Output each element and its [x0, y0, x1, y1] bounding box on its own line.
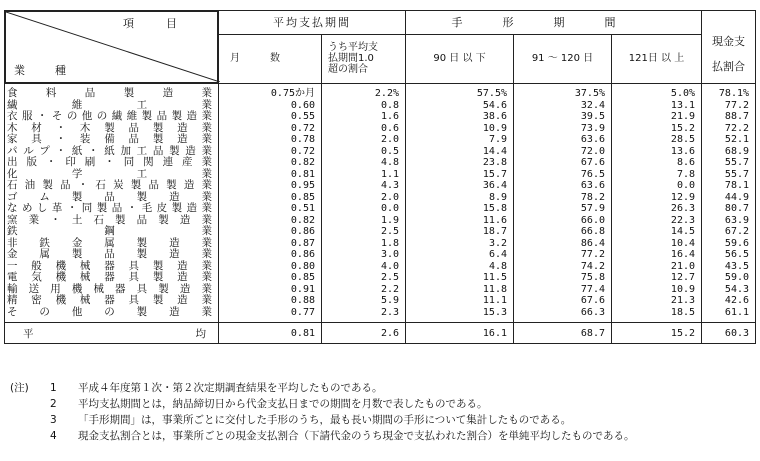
- table-row: [5, 203, 756, 215]
- avg-d90: 16.1: [406, 323, 514, 344]
- header-cash-1: 現金支: [712, 34, 746, 48]
- note-text: 「手形期間」は，事業所ごとに交付した手形のうち，最も長い期間の手形について集計したものである。: [78, 414, 572, 426]
- header-d91-120: 91 ～ 120 日: [514, 34, 612, 83]
- cell-months: 0.87: [219, 238, 322, 250]
- header-cash-2: 払割合: [712, 59, 746, 73]
- average-label: 平均: [5, 323, 219, 344]
- cell-d121: 28.5: [612, 134, 702, 146]
- table-row: [5, 295, 756, 307]
- cell-over: 0.6: [322, 123, 406, 135]
- header-tegata: 手形期間: [406, 11, 702, 35]
- table-row: [5, 134, 756, 146]
- industry-name: 化学工業: [5, 169, 219, 181]
- note-number: 1: [50, 382, 57, 394]
- cell-months: 0.85: [219, 192, 322, 204]
- cell-over: 2.0: [322, 134, 406, 146]
- cell-d121: 10.9: [612, 284, 702, 296]
- cell-d121: 26.3: [612, 203, 702, 215]
- header-industry: 業種: [14, 64, 96, 77]
- industry-name: 精密機械器具製造業: [5, 295, 219, 307]
- cell-cash: 59.0: [702, 272, 756, 284]
- cell-cash: 63.9: [702, 215, 756, 227]
- cell-d90: 11.5: [406, 272, 514, 284]
- cell-cash: 54.3: [702, 284, 756, 296]
- table-row: [5, 226, 756, 238]
- cell-d121: 12.9: [612, 192, 702, 204]
- cell-d121: 21.3: [612, 295, 702, 307]
- cell-cash: 68.9: [702, 146, 756, 158]
- avg-cash: 60.3: [702, 323, 756, 344]
- cell-over: 0.8: [322, 100, 406, 112]
- cell-cash: 52.1: [702, 134, 756, 146]
- cell-cash: 78.1%: [702, 88, 756, 100]
- cell-d91: 32.4: [514, 100, 612, 112]
- cell-d91: 86.4: [514, 238, 612, 250]
- cell-d90: 23.8: [406, 157, 514, 169]
- cell-d121: 7.8: [612, 169, 702, 181]
- header-avg-period: 平均支払期間: [219, 11, 406, 35]
- cell-months: 0.55: [219, 111, 322, 123]
- table-row: [5, 272, 756, 284]
- cell-over: 2.5: [322, 272, 406, 284]
- cell-cash: 61.1: [702, 307, 756, 319]
- cell-over: 2.3: [322, 307, 406, 319]
- cell-d91: 67.6: [514, 295, 612, 307]
- cell-d91: 67.6: [514, 157, 612, 169]
- cell-d91: 75.8: [514, 272, 612, 284]
- cell-d121: 22.3: [612, 215, 702, 227]
- cell-months: 0.81: [219, 169, 322, 181]
- cell-d91: 74.2: [514, 261, 612, 273]
- cell-d121: 21.0: [612, 261, 702, 273]
- cell-cash: 88.7: [702, 111, 756, 123]
- cell-months: 0.82: [219, 157, 322, 169]
- industry-name: 輸送用機械器具製造業: [5, 284, 219, 296]
- cell-d121: 10.4: [612, 238, 702, 250]
- industry-name: 家具・装備品製造業: [5, 134, 219, 146]
- note-text: 平成４年度第１次・第２次定期調査結果を平均したものである。: [78, 382, 383, 394]
- cell-months: 0.86: [219, 226, 322, 238]
- header-item: 項目: [123, 17, 209, 30]
- cell-d121: 16.4: [612, 249, 702, 261]
- cell-d90: 15.7: [406, 169, 514, 181]
- cell-d90: 38.6: [406, 111, 514, 123]
- cell-months: 0.86: [219, 249, 322, 261]
- header-over10-1: うち平均支: [328, 42, 378, 54]
- cell-d91: 77.2: [514, 249, 612, 261]
- avg-over: 2.6: [322, 323, 406, 344]
- cell-months: 0.60: [219, 100, 322, 112]
- cell-months: 0.51: [219, 203, 322, 215]
- cell-months: 0.82: [219, 215, 322, 227]
- cell-months: 0.72: [219, 146, 322, 158]
- table-row: [5, 307, 756, 319]
- notes-tag: (注): [10, 382, 29, 394]
- cell-cash: 78.1: [702, 180, 756, 192]
- cell-cash: 59.6: [702, 238, 756, 250]
- cell-d91: 72.0: [514, 146, 612, 158]
- cell-over: 0.5: [322, 146, 406, 158]
- cell-d90: 11.6: [406, 215, 514, 227]
- cell-cash: 55.7: [702, 157, 756, 169]
- cell-over: 0.0: [322, 203, 406, 215]
- notes: [10, 380, 635, 444]
- cell-d121: 8.6: [612, 157, 702, 169]
- cell-over: 2.5: [322, 226, 406, 238]
- industry-name: 窯業・土石製品製造業: [5, 215, 219, 227]
- cell-d90: 7.9: [406, 134, 514, 146]
- cell-over: 1.8: [322, 238, 406, 250]
- cell-d121: 13.1: [612, 100, 702, 112]
- industry-name: 鉄鋼業: [5, 226, 219, 238]
- industry-name: 一般機械器具製造業: [5, 261, 219, 273]
- cell-over: 3.0: [322, 249, 406, 261]
- industry-name: 衣服・その他の繊維製品製造業: [5, 111, 219, 123]
- cell-d90: 57.5%: [406, 88, 514, 100]
- cell-d121: 0.0: [612, 180, 702, 192]
- cell-months: 0.95: [219, 180, 322, 192]
- industry-name: 木材・木製品製造業: [5, 123, 219, 135]
- cell-d90: 4.8: [406, 261, 514, 273]
- cell-months: 0.85: [219, 272, 322, 284]
- industry-name: 非鉄金属製造業: [5, 238, 219, 250]
- cell-d90: 36.4: [406, 180, 514, 192]
- cell-over: 2.2: [322, 284, 406, 296]
- cell-d90: 54.6: [406, 100, 514, 112]
- cell-d91: 73.9: [514, 123, 612, 135]
- industry-name: 金属製品製造業: [5, 249, 219, 261]
- avg-months: 0.81: [219, 323, 322, 344]
- cell-d91: 66.3: [514, 307, 612, 319]
- cell-d91: 63.6: [514, 134, 612, 146]
- cell-d91: 39.5: [514, 111, 612, 123]
- cell-d91: 63.6: [514, 180, 612, 192]
- industry-name: 出版・印刷・同関連産業: [5, 157, 219, 169]
- cell-d90: 11.1: [406, 295, 514, 307]
- note-text: 平均支払期間とは，納品締切日から代金支払日までの期間を月数で表したものである。: [78, 398, 488, 410]
- cell-over: 1.9: [322, 215, 406, 227]
- cell-d91: 57.9: [514, 203, 612, 215]
- cell-d121: 21.9: [612, 111, 702, 123]
- header-d90: 90 日 以 下: [406, 34, 514, 83]
- note-number: 4: [50, 430, 57, 442]
- cell-months: 0.91: [219, 284, 322, 296]
- table-row: [5, 157, 756, 169]
- cell-over: 5.9: [322, 295, 406, 307]
- header-over10-3: 超の割合: [328, 64, 368, 76]
- cell-over: 4.8: [322, 157, 406, 169]
- cell-over: 4.3: [322, 180, 406, 192]
- cell-d121: 5.0%: [612, 88, 702, 100]
- table-row: [5, 180, 756, 192]
- cell-over: 2.2%: [322, 88, 406, 100]
- cell-d121: 15.2: [612, 123, 702, 135]
- note-text: 現金支払割合とは，事業所ごとの現金支払割合（下請代金のうち現金で支払われた割合）を単純平均したものである。: [78, 430, 635, 442]
- cell-months: 0.88: [219, 295, 322, 307]
- cell-cash: 56.5: [702, 249, 756, 261]
- cell-d90: 14.4: [406, 146, 514, 158]
- table-row: [5, 88, 756, 100]
- cell-d91: 66.0: [514, 215, 612, 227]
- cell-cash: 43.5: [702, 261, 756, 273]
- cell-d91: 66.8: [514, 226, 612, 238]
- cell-d91: 37.5%: [514, 88, 612, 100]
- avg-d121: 15.2: [612, 323, 702, 344]
- industry-name: ゴム製品製造業: [5, 192, 219, 204]
- industry-name: パルプ・紙・紙加工品製造業: [5, 146, 219, 158]
- cell-cash: 77.2: [702, 100, 756, 112]
- cell-d121: 12.7: [612, 272, 702, 284]
- cell-d90: 8.9: [406, 192, 514, 204]
- cell-cash: 42.6: [702, 295, 756, 307]
- cell-over: 2.0: [322, 192, 406, 204]
- cell-d90: 11.8: [406, 284, 514, 296]
- cell-d90: 3.2: [406, 238, 514, 250]
- average-row: [5, 323, 756, 344]
- cell-over: 1.1: [322, 169, 406, 181]
- cell-d90: 15.3: [406, 307, 514, 319]
- cell-d91: 77.4: [514, 284, 612, 296]
- note-number: 2: [50, 398, 57, 410]
- cell-d90: 6.4: [406, 249, 514, 261]
- header-d121: 121日 以 上: [612, 34, 702, 83]
- note-number: 3: [50, 414, 57, 426]
- table-body: [5, 84, 756, 323]
- industry-name: 繊維工業: [5, 100, 219, 112]
- cell-months: 0.78: [219, 134, 322, 146]
- industry-name: 石油製品・石炭製品製造業: [5, 180, 219, 192]
- cell-cash: 80.7: [702, 203, 756, 215]
- cell-d121: 13.6: [612, 146, 702, 158]
- cell-d121: 14.5: [612, 226, 702, 238]
- industry-name: 電気機械器具製造業: [5, 272, 219, 284]
- cell-d91: 78.2: [514, 192, 612, 204]
- cell-d90: 10.9: [406, 123, 514, 135]
- cell-over: 1.6: [322, 111, 406, 123]
- industry-name: なめし革・同製品・毛皮製造業: [5, 203, 219, 215]
- cell-over: 4.0: [322, 261, 406, 273]
- cell-d90: 18.7: [406, 226, 514, 238]
- header-months: 月数: [230, 53, 310, 65]
- cell-months: 0.80: [219, 261, 322, 273]
- cell-d91: 76.5: [514, 169, 612, 181]
- header-diagonal-cell: [5, 11, 218, 83]
- industry-name: 食料品製造業: [5, 88, 219, 100]
- cell-months: 0.72: [219, 123, 322, 135]
- cell-d121: 18.5: [612, 307, 702, 319]
- header-over10-2: 払期間1.0: [328, 53, 374, 65]
- cell-d90: 15.8: [406, 203, 514, 215]
- table-row: [5, 249, 756, 261]
- cell-cash: 44.9: [702, 192, 756, 204]
- cell-cash: 55.7: [702, 169, 756, 181]
- cell-months: 0.75か月: [219, 88, 322, 100]
- cell-cash: 72.2: [702, 123, 756, 135]
- cell-cash: 67.2: [702, 226, 756, 238]
- table-row: [5, 111, 756, 123]
- cell-months: 0.77: [219, 307, 322, 319]
- avg-d91: 68.7: [514, 323, 612, 344]
- payment-table: [4, 10, 756, 344]
- industry-name: その他の製造業: [5, 307, 219, 319]
